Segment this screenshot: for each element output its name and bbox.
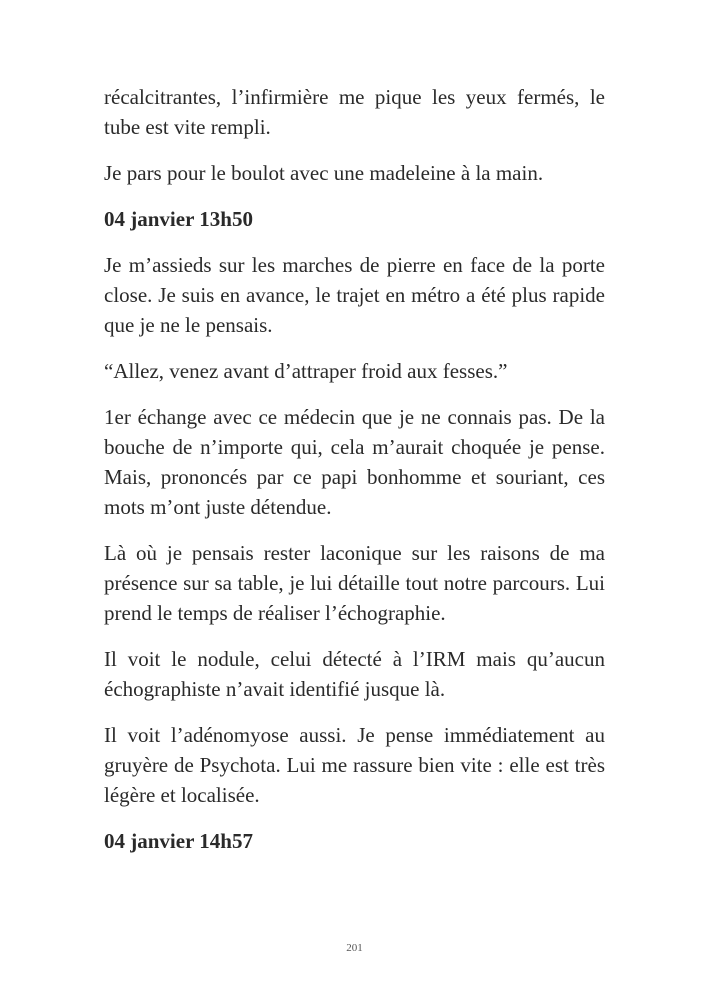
- paragraph: Je m’assieds sur les marches de pierre en face de la porte close. Je suis en avance, le trajet en métro a été plus rapide que je ne le pensais.: [104, 253, 605, 337]
- entry-date-heading: 04 janvier 13h50: [104, 207, 253, 231]
- paragraph: Il voit l’adénomyose aussi. Je pense immédiatement au gruyère de Psychota. Lui me rassure bien vite : elle est très légère et localisée.: [104, 723, 605, 807]
- entry-date-heading: 04 janvier 14h57: [104, 829, 253, 853]
- paragraph: Il voit le nodule, celui détecté à l’IRM mais qu’aucun échographiste n’avait identifié jusque là.: [104, 647, 605, 701]
- paragraph: Là où je pensais rester laconique sur les raisons de ma présence sur sa table, je lui détaille tout notre parcours. Lui prend le temps de réaliser l’échographie.: [104, 541, 605, 625]
- quote-paragraph: “Allez, venez avant d’attraper froid aux fesses.”: [104, 359, 508, 383]
- page-number: 201: [346, 942, 363, 954]
- page-body: [104, 82, 605, 872]
- paragraph: 1er échange avec ce médecin que je ne connais pas. De la bouche de n’importe qui, cela m’aurait choquée je pense. Mais, prononcés par ce papi bonhomme et souriant, ces mots m’ont juste détendue.: [104, 405, 605, 519]
- paragraph: Je pars pour le boulot avec une madeleine à la main.: [104, 161, 544, 185]
- paragraph: récalcitrantes, l’infirmière me pique les yeux fermés, le tube est vite rempli.: [104, 85, 605, 139]
